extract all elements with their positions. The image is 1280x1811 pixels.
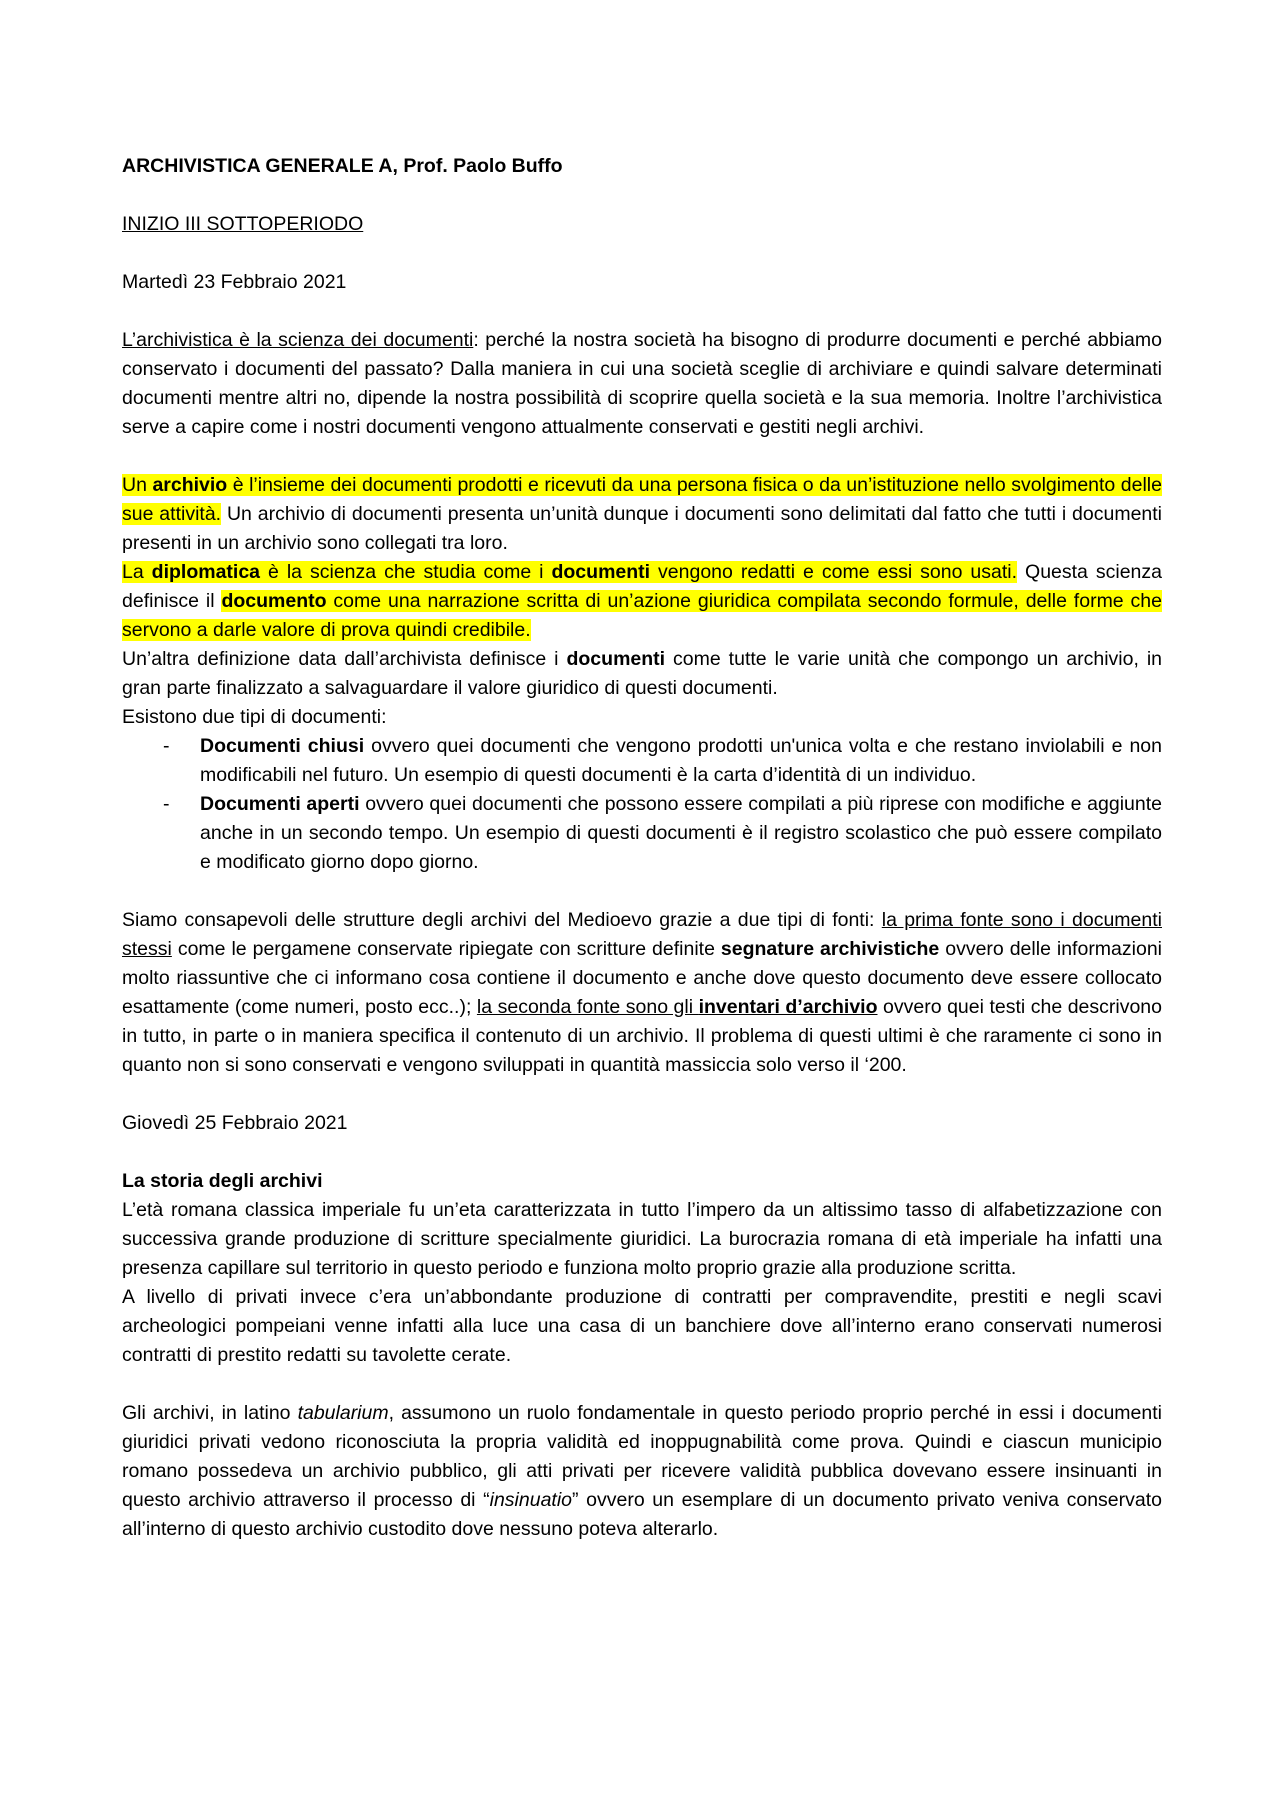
- paragraph-diplomatica-definition: La diplomatica è la scienza che studia come i documenti vengono redatti e come essi sono usati. Questa scienza definisce il documento come una narrazione scritta di un’azione giuridica compilata secondo formule, delle forme che servono a darle valore di prova quindi credibile.: [122, 561, 1162, 641]
- paragraph-archivistica: L’archivistica è la scienza dei documenti: perché la nostra società ha bisogno di produrre documenti e perché abbiamo conservato i documenti del passato? Dalla maniera in cui una società sceglie di archiviare e quindi salvare determinati documenti mentre altri no, dipende la nostra possibilità di scoprire quella società e la sua memoria. Inoltre l’archivistica serve a capire come i nostri documenti vengono attualmente conservati e gestiti negli archivi.: [122, 329, 1162, 438]
- list-item: - Documenti aperti ovvero quei documenti che possono essere compilati a più riprese con modifiche e aggiunte anche in un secondo tempo. Un esempio di questi documenti è il registro scolastico che può essere compilato e modificato giorno dopo giorno.: [122, 790, 1162, 877]
- paragraph-private-contracts: A livello di privati invece c’era un’abbondante produzione di contratti per compravendite, prestiti e negli scavi archeologici pompeiani venne infatti alla luce una casa di un banchiere dove all’interno erano conservati numerosi contratti di prestito redatti su tavolette cerate.: [122, 1286, 1162, 1366]
- document-types-list: [122, 732, 1162, 877]
- paragraph-archivista-definition: Un’altra definizione data dall’archivista definisce i documenti come tutte le varie unità che compongo un archivio, in gran parte finalizzato a salvaguardare il valore giuridico di questi documenti.: [122, 648, 1163, 699]
- paragraph-tabularium: Gli archivi, in latino tabularium, assumono un ruolo fondamentale in questo periodo proprio perché in essi i documenti giuridici privati vedono riconosciuta la propria validità ed inoppugnabilità come prova. Quindi e ciascun municipio romano possedeva un archivio pubblico, gli atti privati per ricevere validità pubblica dovevano essere insinuanti in questo archivio attraverso il processo di “insinuatio” ovvero un esemplare di un documento privato veniva conservato all’interno di questo archivio custodito dove nessuno poteva alterarlo.: [122, 1402, 1162, 1540]
- highlighted-definition: documento come una narrazione scritta di un’azione giuridica compilata secondo formule, delle forme che servono a darle valore di prova quindi credibile.: [122, 590, 1162, 641]
- dash-bullet: -: [163, 793, 170, 815]
- date-heading-1: Martedì 23 Febbraio 2021: [122, 271, 347, 293]
- paragraph-archivio-definition: Un archivio è l’insieme dei documenti prodotti e ricevuti da una persona fisica o da un’istituzione nello svolgimento delle sue attività. Un archivio di documenti presenta un’unità dunque i documenti sono delimitati dal fatto che tutti i documenti presenti in un archivio sono collegati tra loro.: [122, 474, 1163, 554]
- subperiod-heading: INIZIO III SOTTOPERIODO: [122, 213, 364, 235]
- list-item: - Documenti chiusi ovvero quei documenti che vengono prodotti un'unica volta e che restano inviolabili e non modificabili nel futuro. Un esempio di questi documenti è la carta d’identità di un individuo.: [122, 732, 1162, 790]
- document-title: ARCHIVISTICA GENERALE A, Prof. Paolo Buffo: [122, 155, 563, 177]
- paragraph-roman-age: L’età romana classica imperiale fu un’eta caratterizzata in tutto l’impero da un altissimo tasso di alfabetizzazione con successiva grande produzione di scritture specialmente giuridici. La burocrazia romana di età imperiale ha infatti una presenza capillare sul territorio in questo periodo e funziona molto proprio grazie alla produzione scritta.: [122, 1199, 1162, 1279]
- dash-bullet: -: [163, 735, 170, 757]
- paragraph-document-types-intro: Esistono due tipi di documenti:: [122, 706, 387, 728]
- paragraph-medieval-sources: Siamo consapevoli delle strutture degli archivi del Medioevo grazie a due tipi di fonti: la prima fonte sono i documenti stessi come le pergamene conservate ripiegate con scritture definite segnature archivistiche ovvero delle informazioni molto riassuntive che ci informano cosa contiene il documento e anche dove questo documento deve essere collocato esattamente (come numeri, posto ecc..); la seconda fonte sono gli inventari d’archivio ovvero quei testi che descrivono in tutto, in parte o in maniera specifica il contenuto di un archivio. Il problema di questi ultimi è che raramente ci sono in quanto non si sono conservati e vengono sviluppati in quantità massiccia solo verso il ‘200.: [122, 909, 1163, 1076]
- highlighted-definition: La diplomatica è la scienza che studia come i documenti vengono redatti e come essi sono usati.: [122, 561, 1018, 583]
- date-heading-2: Giovedì 25 Febbraio 2021: [122, 1112, 348, 1134]
- underlined-phrase: L’archivistica è la scienza dei documenti: [122, 329, 474, 351]
- highlighted-definition: Un archivio è l’insieme dei documenti prodotti e ricevuti da una persona fisica o da un’istituzione nello svolgimento delle sue attività.: [122, 474, 1162, 525]
- section-heading-storia: La storia degli archivi: [122, 1170, 323, 1192]
